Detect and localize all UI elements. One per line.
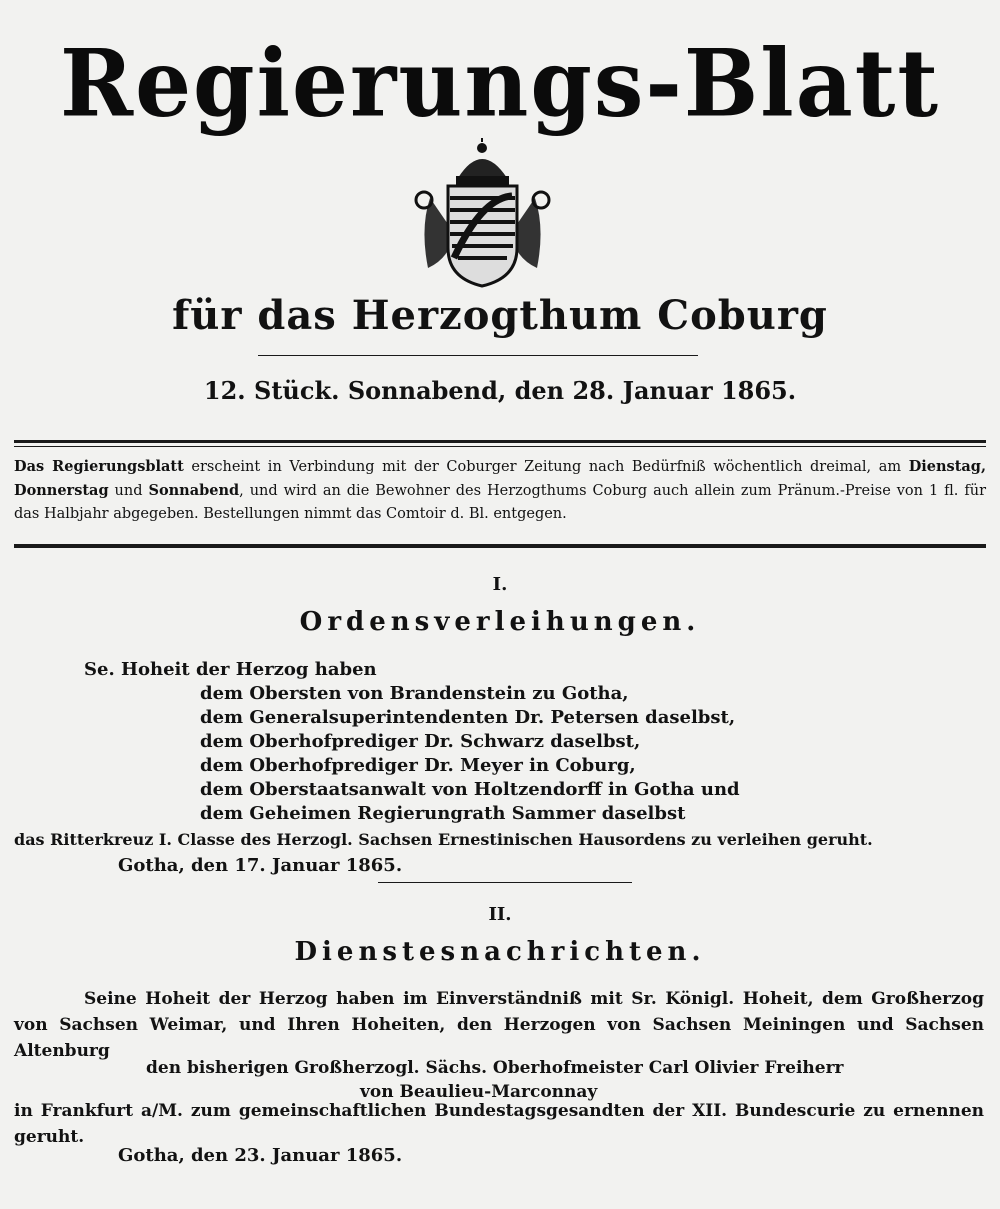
subscription-notice	[14, 455, 986, 526]
recipient-line: dem Oberhofprediger Dr. Meyer in Coburg,	[200, 755, 636, 776]
recipient-line: dem Oberhofprediger Dr. Schwarz daselbst,	[200, 731, 641, 752]
recipient-line: dem Obersten von Brandenstein zu Gotha,	[200, 683, 629, 704]
section-conclusion: in Frankfurt a/M. zum gemeinschaftlichen Bundestagsgesandten der XII. Bundescurie zu ernennen geruht.	[14, 1101, 984, 1147]
divider-rule	[378, 882, 632, 883]
divider-rule	[14, 440, 986, 443]
section-opening: Se. Hoheit der Herzog haben	[84, 659, 377, 680]
section-title: Dienstesnachrichten.	[294, 937, 706, 967]
appointee-line: den bisherigen Großherzogl. Sächs. Oberhofmeister Carl Olivier Freiherr	[146, 1058, 844, 1078]
recipient-line: dem Generalsuperintendenten Dr. Petersen daselbst,	[200, 707, 736, 728]
section-paragraph: Seine Hoheit der Herzog haben im Einverständniß mit Sr. Königl. Hoheit, dem Großherzog von Sachsen Weimar, und Ihren Hoheiten, den Herzogen von Sachsen Meiningen und Sachsen Altenburg	[14, 989, 984, 1061]
masthead-subtitle: für das Herzogthum Coburg	[172, 292, 828, 339]
notice-text: , und wird an die Bewohner des Herzogthums Coburg auch allein zum Pränum.-Preise von 1 fl. für das Halbjahr abgegeben. Bestellungen nimmt das Comtoir d. Bl. entgegen.	[14, 483, 986, 522]
notice-text: erscheint in Verbindung mit der Coburger Zeitung nach Bedürfniß wöchentlich dreimal, am	[183, 459, 909, 475]
recipient-line: dem Geheimen Regierungrath Sammer daselbst	[200, 803, 686, 824]
recipient-line: dem Oberstaatsanwalt von Holtzendorff in Gotha und	[200, 779, 740, 800]
section-number: I.	[492, 574, 508, 595]
section-title: Ordensverleihungen.	[299, 607, 701, 637]
divider-rule	[258, 355, 698, 356]
section-date: Gotha, den 17. Januar 1865.	[118, 855, 403, 876]
divider-rule	[14, 446, 986, 447]
notice-bold: Sonnabend	[148, 482, 240, 499]
masthead-title: Regierungs-Blatt	[59, 28, 941, 138]
section-date: Gotha, den 23. Januar 1865.	[118, 1145, 403, 1166]
appointee-line: von Beaulieu-Marconnay	[360, 1082, 598, 1102]
divider-rule	[14, 544, 986, 548]
section-conclusion: das Ritterkreuz I. Classe des Herzogl. Sachsen Ernestinischen Hausordens zu verleihen geruht.	[14, 830, 873, 849]
notice-bold: Das Regierungsblatt	[14, 458, 184, 475]
notice-bold: Dienstag, Donnerstag	[14, 458, 986, 499]
issue-line: 12. Stück. Sonnabend, den 28. Januar 1865.	[203, 376, 797, 405]
notice-text: und	[108, 483, 149, 499]
section-number: II.	[488, 904, 512, 925]
coat-of-arms-icon	[410, 138, 555, 288]
